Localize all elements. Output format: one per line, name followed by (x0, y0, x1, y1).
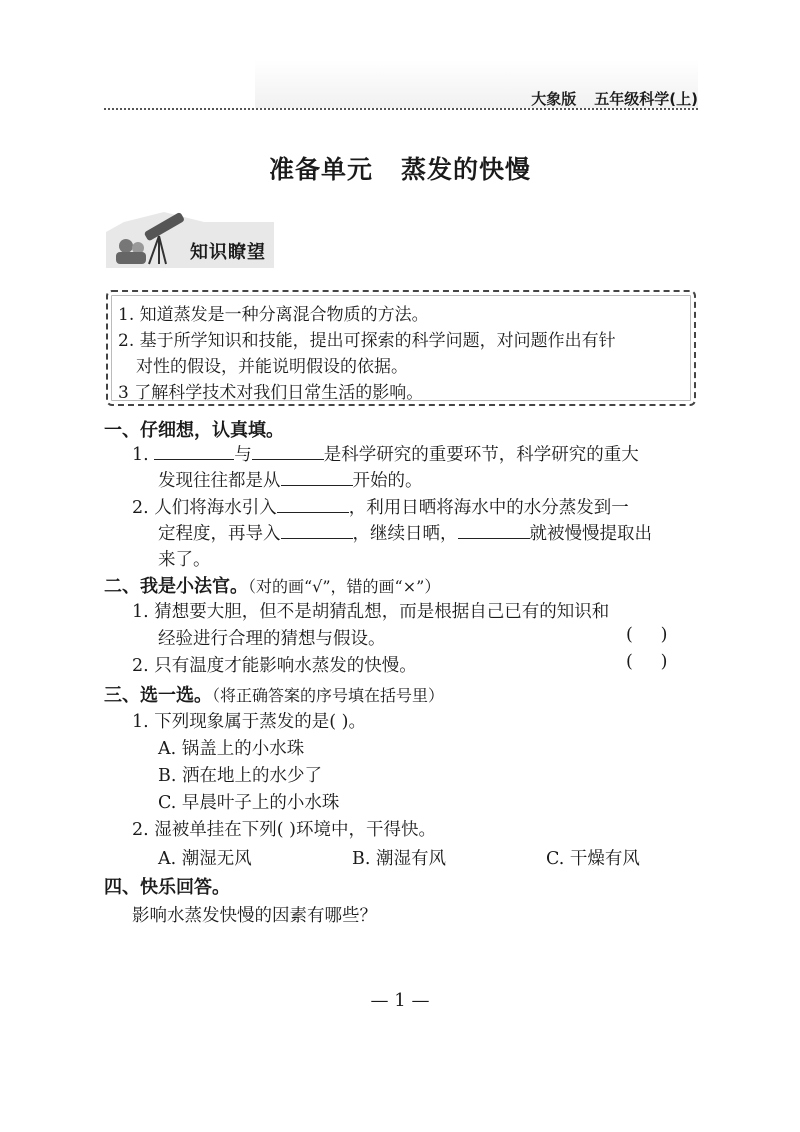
running-header (513, 88, 698, 109)
option-c[interactable]: C. 干燥有风 (546, 849, 640, 869)
question-text: ，继续日晒， (352, 524, 458, 544)
question-text: 就被慢慢提取出 (529, 524, 652, 544)
goal-line: 3 了解科学技术对我们日常生活的影响。 (118, 383, 424, 403)
question-number: 2. (132, 498, 149, 518)
section-heading-3 (104, 681, 444, 707)
option-b[interactable]: B. 洒在地上的水少了 (158, 766, 322, 786)
answer-blank[interactable] (154, 445, 234, 460)
section-heading-2 (104, 572, 440, 598)
question-text: 与 (234, 445, 252, 465)
answer-parentheses[interactable]: ( ) (626, 625, 668, 645)
judge-question-1: 1. 猜想要大胆，但不是胡猜乱想，而是根据自己已有的知识和 (132, 602, 610, 622)
goal-line: 1. 知道蒸发是一种分离混合物质的方法。 (118, 305, 429, 325)
answer-blank[interactable] (458, 524, 530, 539)
choice-question-1: 1. 下列现象属于蒸发的是( )。 (132, 712, 366, 732)
question-number: 1. (132, 445, 149, 465)
answer-blank[interactable] (277, 498, 349, 513)
option-c[interactable]: C. 早晨叶子上的小水珠 (158, 793, 340, 813)
answer-blank[interactable] (252, 445, 324, 460)
page-title (0, 150, 800, 186)
question-text: 定程度，再导入 (158, 524, 281, 544)
topic-label: 蒸发的快慢 (401, 155, 532, 184)
unit-label: 准备单元 (268, 155, 373, 184)
section-heading-1: 一、仔细想，认真填。 (104, 420, 284, 441)
learning-goals-box (106, 290, 696, 406)
fill-question-2-cont (158, 520, 652, 545)
question-text: 发现往往都是从 (158, 471, 281, 491)
judge-question-2: 2. 只有温度才能影响水蒸发的快慢。 (132, 656, 417, 676)
option-a[interactable]: A. 锅盖上的小水珠 (158, 739, 305, 759)
section-heading-4: 四、快乐回答。 (104, 877, 230, 898)
question-text: 开始的。 (352, 471, 423, 491)
option-a[interactable]: A. 潮湿无风 (158, 849, 252, 869)
question-text: ，利用日晒将海水中的水分蒸发到一 (348, 498, 629, 518)
goal-line: 对性的假设，并能说明假设的依据。 (136, 357, 408, 377)
open-question: 影响水蒸发快慢的因素有哪些？ (132, 906, 377, 926)
goal-line: 2. 基于所学知识和技能，提出可探索的科学问题，对问题作出有针 (118, 331, 616, 351)
fill-question-1 (132, 441, 639, 466)
answer-parentheses[interactable]: ( ) (626, 652, 668, 672)
option-b[interactable]: B. 潮湿有风 (352, 849, 446, 869)
question-text: 是科学研究的重要环节，科学研究的重大 (323, 445, 639, 465)
section-badge-label: 知识瞭望 (190, 242, 266, 263)
choice-question-2: 2. 湿被单挂在下列( )环境中，干得快。 (132, 820, 436, 840)
fill-question-1-cont (158, 467, 423, 492)
publisher-label: 大象版 (531, 90, 577, 108)
answer-blank[interactable] (281, 471, 353, 486)
heading-note: （对的画“√”，错的画“×”） (248, 577, 441, 596)
fill-question-2 (132, 494, 629, 519)
question-text: 人们将海水引入 (154, 498, 277, 518)
answer-blank[interactable] (281, 524, 353, 539)
heading-note: （将正确答案的序号填在括号里） (212, 686, 445, 705)
fill-question-2-end: 来了。 (158, 550, 211, 570)
heading-text: 二、我是小法官。 (104, 576, 248, 597)
judge-question-1-cont: 经验进行合理的猜想与假设。 (158, 629, 386, 649)
heading-text: 三、选一选。 (104, 685, 212, 706)
page-number: — 1 — (370, 990, 430, 1011)
book-label: 五年级科学(上) (594, 90, 698, 108)
